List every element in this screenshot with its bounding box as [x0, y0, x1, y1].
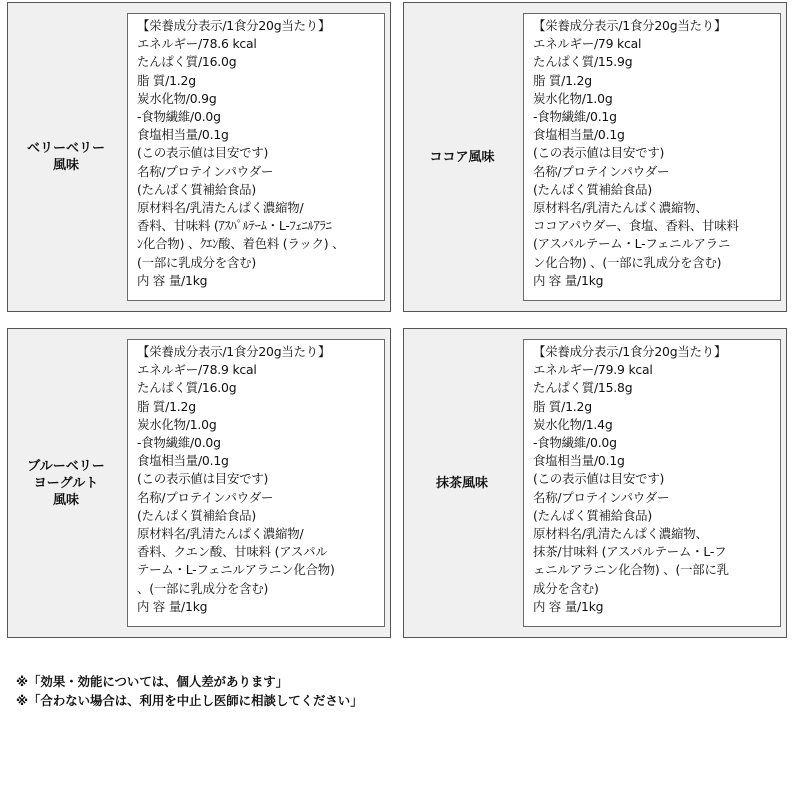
nutrition-panel	[127, 339, 385, 627]
nutrition-panel	[127, 13, 385, 301]
nutrition-panel	[523, 13, 781, 301]
nutrition-line: (この表示値は目安です)	[533, 145, 665, 161]
nutrition-line: -食物繊維/0.0g	[137, 435, 221, 451]
nutrition-line: たんぱく質/16.0g	[137, 54, 237, 70]
nutrition-line: 抹茶/甘味料 (アスパルテーム・L-フ	[533, 544, 727, 560]
nutrition-line: 食塩相当量/0.1g	[533, 453, 625, 469]
nutrition-line: 名称/プロテインパウダー	[137, 489, 274, 505]
nutrition-line: 原材料名/乳清たんぱく濃縮物、	[533, 526, 708, 542]
card-blueberry-yogurt	[7, 328, 391, 638]
nutrition-line: ココアパウダー、食塩、香料、甘味料	[533, 218, 739, 234]
nutrition-line: ン化合物) 、(一部に乳成分を含む)	[533, 254, 722, 270]
card-cocoa	[403, 2, 787, 312]
nutrition-line: 内 容 量/1kg	[137, 598, 208, 614]
nutrition-line: (一部に乳成分を含む)	[137, 254, 256, 270]
nutrition-line: (アスパルテーム・L-フェニルアラニ	[533, 236, 731, 252]
nutrition-line: 炭水化物/1.0g	[533, 90, 613, 106]
nutrition-line: 【栄養成分表示/1食分20g当たり】	[533, 18, 727, 33]
nutrition-line: エネルギー/79 kcal	[533, 36, 642, 52]
nutrition-line: (この表示値は目安です)	[137, 471, 269, 487]
nutrition-line: (たんぱく質補給食品)	[137, 507, 256, 523]
nutrition-line: 香料、甘味料 (ｱｽﾊﾟﾙﾃｰﾑ・L-ﾌｪﾆﾙｱﾗﾆ	[137, 218, 332, 234]
nutrition-line: 脂 質/1.2g	[533, 398, 592, 414]
nutrition-line: エネルギー/78.6 kcal	[137, 36, 257, 52]
nutrition-line: (たんぱく質補給食品)	[533, 507, 652, 523]
nutrition-line: 食塩相当量/0.1g	[533, 127, 625, 143]
nutrition-line: 脂 質/1.2g	[533, 72, 592, 88]
nutrition-line: 炭水化物/0.9g	[137, 90, 217, 106]
nutrition-line: (この表示値は目安です)	[137, 145, 269, 161]
nutrition-line: 内 容 量/1kg	[137, 272, 208, 288]
nutrition-line: テーム・L-フェニルアラニン化合物)	[137, 562, 335, 578]
card-matcha	[403, 328, 787, 638]
disclaimer-note: ※「効果・効能については、個人差があります」	[16, 674, 289, 689]
nutrition-line: ェニルアラニン化合物) 、(一部に乳	[533, 562, 729, 578]
flavor-label: ベリーベリー 風味	[26, 141, 105, 173]
nutrition-line: 炭水化物/1.0g	[137, 416, 217, 432]
nutrition-line: 原材料名/乳清たんぱく濃縮物/	[137, 526, 304, 542]
nutrition-line: 脂 質/1.2g	[137, 398, 196, 414]
nutrition-line: 食塩相当量/0.1g	[137, 127, 229, 143]
disclaimer-note: ※「合わない場合は、利用を中止し医師に相談してください」	[16, 693, 363, 708]
nutrition-line: -食物繊維/0.0g	[137, 109, 221, 125]
nutrition-line: 名称/プロテインパウダー	[137, 163, 274, 179]
nutrition-line: 脂 質/1.2g	[137, 72, 196, 88]
nutrition-line: たんぱく質/15.9g	[533, 54, 633, 70]
flavor-label: ブルーベリー ヨーグルト 風味	[27, 458, 105, 508]
nutrition-line: 炭水化物/1.4g	[533, 416, 613, 432]
nutrition-line: エネルギー/78.9 kcal	[137, 362, 257, 378]
card-berry-berry	[7, 2, 391, 312]
nutrition-line: 【栄養成分表示/1食分20g当たり】	[137, 344, 331, 359]
nutrition-line: たんぱく質/15.8g	[533, 380, 633, 396]
nutrition-line: 原材料名/乳清たんぱく濃縮物/	[137, 200, 304, 216]
nutrition-panel	[523, 339, 781, 627]
nutrition-line: 名称/プロテインパウダー	[533, 163, 670, 179]
nutrition-line: 食塩相当量/0.1g	[137, 453, 229, 469]
nutrition-line: たんぱく質/16.0g	[137, 380, 237, 396]
nutrition-line: -食物繊維/0.0g	[533, 435, 617, 451]
nutrition-line: 、(一部に乳成分を含む)	[137, 580, 269, 596]
nutrition-line: 【栄養成分表示/1食分20g当たり】	[137, 18, 331, 33]
nutrition-line: 【栄養成分表示/1食分20g当たり】	[533, 344, 727, 359]
nutrition-line: (たんぱく質補給食品)	[533, 181, 652, 197]
nutrition-line: エネルギー/79.9 kcal	[533, 362, 653, 378]
flavor-label: 抹茶風味	[435, 475, 488, 491]
nutrition-line: ﾝ化合物) 、ｸｴﾝ酸、着色料 (ラック) 、	[137, 236, 345, 252]
nutrition-line: (この表示値は目安です)	[533, 471, 665, 487]
nutrition-line: 原材料名/乳清たんぱく濃縮物、	[533, 200, 708, 216]
nutrition-line: 名称/プロテインパウダー	[533, 489, 670, 505]
nutrition-line: 内 容 量/1kg	[533, 598, 604, 614]
flavor-label: ココア風味	[429, 149, 495, 165]
nutrition-line: 内 容 量/1kg	[533, 272, 604, 288]
nutrition-line: -食物繊維/0.1g	[533, 109, 617, 125]
nutrition-line: (たんぱく質補給食品)	[137, 181, 256, 197]
nutrition-line: 成分を含む)	[533, 580, 599, 596]
nutrition-line: 香料、クエン酸、甘味料 (アスパル	[137, 544, 328, 560]
disclaimer-notes	[16, 672, 363, 710]
